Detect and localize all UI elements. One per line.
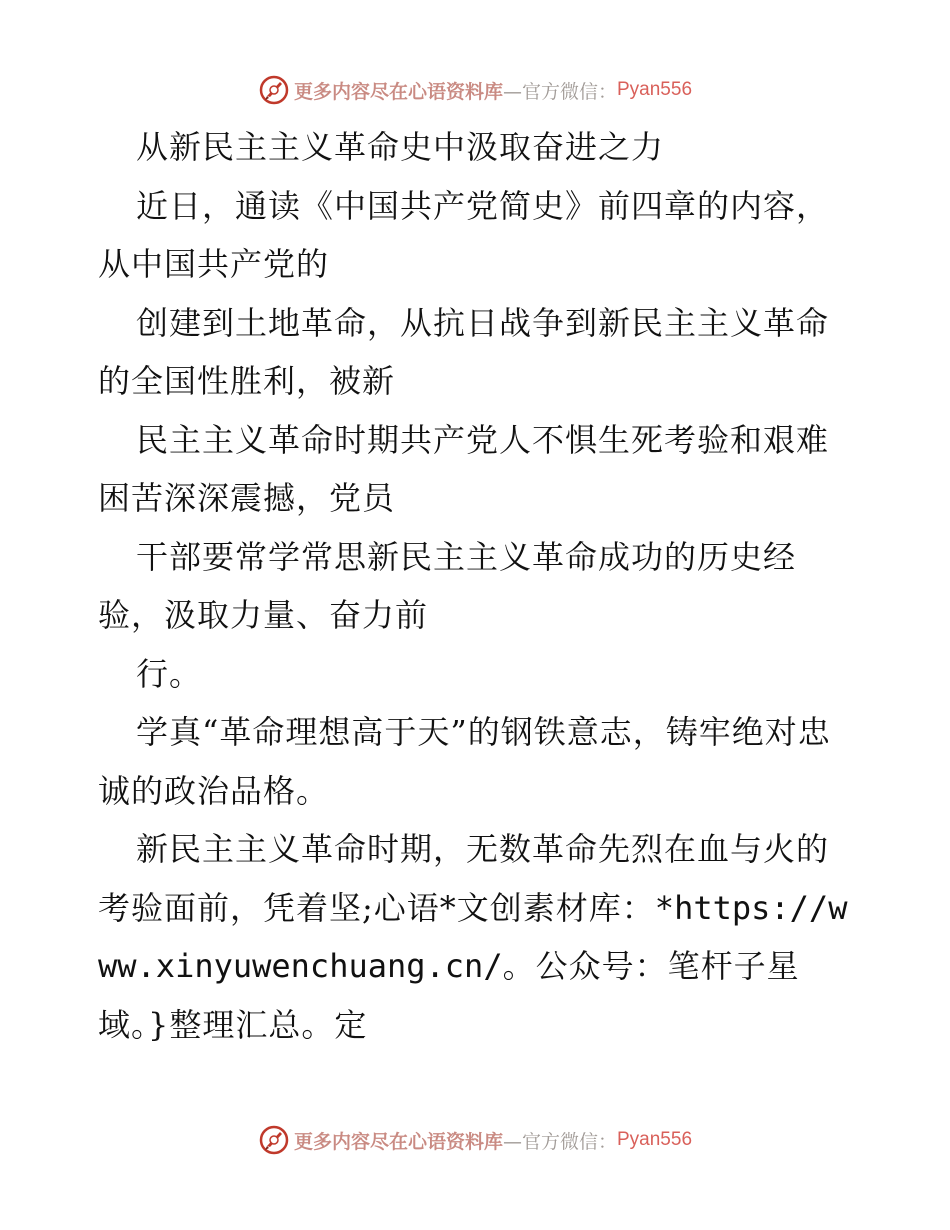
- final-paragraph-text: 新民主主义革命时期，无数革命先烈在血与火的考验面前，凭着坚;心语*文创素材库：: [98, 830, 830, 927]
- banner-wechat-id: Pyan556: [617, 1129, 693, 1150]
- quill-pen-logo-icon: [258, 74, 290, 106]
- paragraph: 学真“革命理想高于天”的钢铁意志，铸牢绝对忠诚的政治品格。: [98, 713, 831, 810]
- header-banner: [0, 72, 950, 108]
- final-paragraph-tail: 。公众号：笔杆子星域。}整理汇总。定: [98, 947, 800, 1044]
- paragraph: 行。: [136, 654, 203, 693]
- source-url: *https://www.xinyuwenchuang.cn/: [98, 888, 848, 985]
- paragraph: 创建到土地革命，从抗日战争到新民主主义革命的全国性胜利，被新: [98, 303, 830, 400]
- document-body: [98, 118, 858, 1054]
- paragraph: 近日，通读《中国共产党简史》前四章的内容，从中国共产党的: [98, 186, 830, 283]
- final-paragraph: [98, 820, 858, 1054]
- banner-separator: —官方微信：: [502, 1130, 617, 1153]
- banner-separator: —官方微信：: [502, 80, 617, 103]
- banner-main-text: 更多内容尽在心语资料库: [293, 1130, 503, 1153]
- paragraph: 民主主义革命时期共产党人不惧生死考验和艰难困苦深深震撼，党员: [98, 420, 830, 517]
- document-title: 从新民主主义革命史中汲取奋进之力: [136, 128, 665, 166]
- banner-wechat-id: Pyan556: [617, 79, 693, 100]
- footer-banner: [0, 1122, 950, 1158]
- banner-main-text: 更多内容尽在心语资料库: [293, 80, 503, 103]
- quill-pen-logo-icon: [258, 1124, 290, 1156]
- paragraph: 干部要常学常思新民主主义革命成功的历史经验，汲取力量、奋力前: [98, 537, 797, 634]
